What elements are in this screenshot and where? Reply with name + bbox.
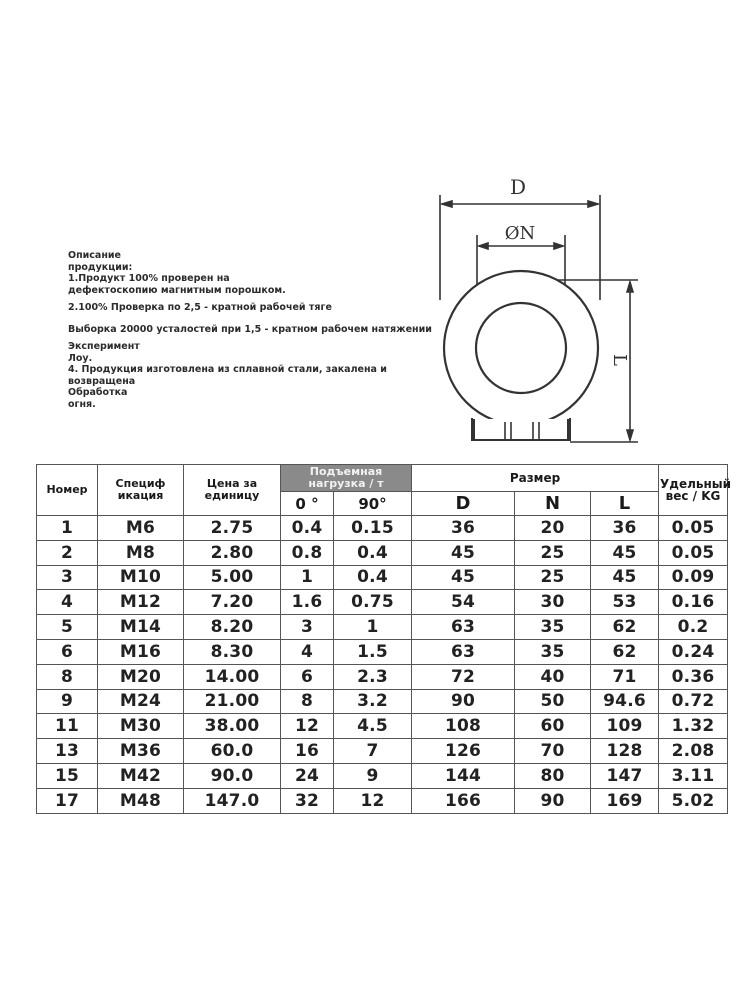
cell-load-0: 24	[281, 763, 334, 788]
cell-number: 4	[37, 590, 98, 615]
cell-load-90: 0.15	[334, 516, 412, 541]
cell-size-d: 144	[412, 763, 515, 788]
header-spec: Специф икация	[98, 465, 184, 516]
cell-price: 14.00	[184, 664, 281, 689]
cell-price: 8.20	[184, 615, 281, 640]
table-row	[37, 689, 728, 714]
cell-size-d: 36	[412, 516, 515, 541]
cell-spec: M14	[98, 615, 184, 640]
description-line: возвращена	[68, 375, 136, 387]
header-load: Подъемная нагрузка / т	[281, 465, 412, 492]
cell-weight: 0.05	[659, 540, 728, 565]
cell-load-90: 1.5	[334, 639, 412, 664]
table-row	[37, 639, 728, 664]
header-weight: Удельный вес / KG	[659, 465, 728, 516]
n-arrow-right	[554, 243, 563, 249]
l-arrow-top	[627, 282, 633, 292]
cell-load-0: 6	[281, 664, 334, 689]
table-body	[37, 516, 728, 814]
table-header-row	[37, 465, 728, 492]
cell-spec: M30	[98, 714, 184, 739]
cell-load-90: 9	[334, 763, 412, 788]
spec-table	[36, 464, 732, 814]
header-price: Цена за единицу	[184, 465, 281, 516]
cell-size-n: 80	[515, 763, 591, 788]
cell-price: 7.20	[184, 590, 281, 615]
cell-size-d: 45	[412, 540, 515, 565]
cell-size-l: 45	[591, 540, 659, 565]
cell-spec: M24	[98, 689, 184, 714]
cell-weight: 1.32	[659, 714, 728, 739]
table-row	[37, 540, 728, 565]
cell-load-0: 0.4	[281, 516, 334, 541]
cell-number: 8	[37, 664, 98, 689]
cell-weight: 0.2	[659, 615, 728, 640]
description-line: Выборка 20000 усталостей при 1,5 - кратном рабочем натяжении	[68, 323, 432, 335]
header-load-90: 90°	[334, 492, 412, 516]
cell-price: 8.30	[184, 639, 281, 664]
cell-price: 60.0	[184, 739, 281, 764]
cell-weight: 0.05	[659, 516, 728, 541]
cell-load-0: 32	[281, 788, 334, 813]
description-line: Описание	[68, 250, 122, 261]
cell-weight: 0.72	[659, 689, 728, 714]
table-row	[37, 763, 728, 788]
cell-number: 6	[37, 639, 98, 664]
cell-size-d: 63	[412, 639, 515, 664]
label-l: L	[609, 354, 630, 366]
cell-size-n: 35	[515, 639, 591, 664]
header-number: Номер	[37, 465, 98, 516]
table-row	[37, 615, 728, 640]
table-row	[37, 664, 728, 689]
cell-size-l: 169	[591, 788, 659, 813]
table-row	[37, 714, 728, 739]
cell-size-l: 71	[591, 664, 659, 689]
table-row	[37, 516, 728, 541]
d-arrow-right	[588, 201, 598, 207]
cell-size-d: 126	[412, 739, 515, 764]
cell-size-n: 20	[515, 516, 591, 541]
cell-number: 1	[37, 516, 98, 541]
cell-weight: 0.09	[659, 565, 728, 590]
cell-price: 147.0	[184, 788, 281, 813]
cell-spec: M48	[98, 788, 184, 813]
cell-weight: 0.36	[659, 664, 728, 689]
description-line: Лоу.	[68, 352, 93, 364]
cell-price: 21.00	[184, 689, 281, 714]
cell-spec: M6	[98, 516, 184, 541]
cell-price: 2.75	[184, 516, 281, 541]
description-line: 2.100% Проверка по 2,5 - кратной рабочей тяге	[68, 302, 332, 313]
cell-size-d: 63	[412, 615, 515, 640]
eye-nut-drawing	[420, 160, 650, 450]
cell-spec: M36	[98, 739, 184, 764]
cell-load-0: 1	[281, 565, 334, 590]
cell-load-90: 0.4	[334, 565, 412, 590]
cell-number: 13	[37, 739, 98, 764]
cell-price: 90.0	[184, 763, 281, 788]
cell-size-n: 70	[515, 739, 591, 764]
cell-size-l: 94.6	[591, 689, 659, 714]
cell-load-0: 0.8	[281, 540, 334, 565]
cell-weight: 0.16	[659, 590, 728, 615]
cell-weight: 2.08	[659, 739, 728, 764]
cell-weight: 3.11	[659, 763, 728, 788]
l-arrow-bottom	[627, 430, 633, 440]
table-row	[37, 788, 728, 813]
cell-load-0: 8	[281, 689, 334, 714]
description-line: дефектоскопию магнитным порошком.	[68, 284, 286, 296]
cell-size-d: 166	[412, 788, 515, 813]
cell-size-n: 50	[515, 689, 591, 714]
cell-number: 17	[37, 788, 98, 813]
label-n: ØN	[504, 223, 536, 244]
cell-size-n: 25	[515, 540, 591, 565]
cell-load-0: 1.6	[281, 590, 334, 615]
table-row	[37, 565, 728, 590]
cell-price: 2.80	[184, 540, 281, 565]
label-d: D	[509, 175, 527, 199]
cell-size-l: 62	[591, 615, 659, 640]
cell-size-l: 53	[591, 590, 659, 615]
cell-spec: M20	[98, 664, 184, 689]
cell-load-0: 12	[281, 714, 334, 739]
cell-spec: M42	[98, 763, 184, 788]
table-row	[37, 590, 728, 615]
cell-load-90: 12	[334, 788, 412, 813]
product-description	[68, 250, 432, 410]
cell-price: 38.00	[184, 714, 281, 739]
d-arrow-left	[442, 201, 452, 207]
inner-hole	[476, 303, 566, 393]
cell-number: 15	[37, 763, 98, 788]
cell-size-n: 40	[515, 664, 591, 689]
header-size-l: L	[591, 492, 659, 516]
description-line: продукции:	[68, 261, 133, 273]
description-line: огня.	[68, 398, 96, 410]
cell-weight: 5.02	[659, 788, 728, 813]
cell-weight: 0.24	[659, 639, 728, 664]
cell-load-90: 0.4	[334, 540, 412, 565]
cell-size-n: 35	[515, 615, 591, 640]
header-size: Размер	[412, 465, 659, 492]
cell-load-90: 0.75	[334, 590, 412, 615]
header-size-d: D	[412, 492, 515, 516]
cell-size-d: 108	[412, 714, 515, 739]
cell-size-n: 90	[515, 788, 591, 813]
description-line: 1.Продукт 100% проверен на	[68, 273, 230, 284]
cell-load-90: 2.3	[334, 664, 412, 689]
cell-spec: M8	[98, 540, 184, 565]
cell-size-l: 62	[591, 639, 659, 664]
cell-load-0: 3	[281, 615, 334, 640]
cell-size-l: 147	[591, 763, 659, 788]
description-line: Эксперимент	[68, 341, 140, 352]
cell-size-l: 128	[591, 739, 659, 764]
cell-size-l: 36	[591, 516, 659, 541]
cell-number: 5	[37, 615, 98, 640]
cell-number: 11	[37, 714, 98, 739]
description-line: Обработка	[68, 387, 128, 398]
cell-load-0: 16	[281, 739, 334, 764]
cell-size-d: 45	[412, 565, 515, 590]
header-size-n: N	[515, 492, 591, 516]
cell-size-l: 45	[591, 565, 659, 590]
cell-size-d: 72	[412, 664, 515, 689]
cell-number: 3	[37, 565, 98, 590]
cell-number: 9	[37, 689, 98, 714]
table-row	[37, 739, 728, 764]
cell-size-n: 25	[515, 565, 591, 590]
cell-size-d: 54	[412, 590, 515, 615]
description-line: 4. Продукция изготовлена из сплавной стали, закалена и	[68, 364, 387, 375]
cell-load-90: 4.5	[334, 714, 412, 739]
n-arrow-left	[479, 243, 488, 249]
cell-price: 5.00	[184, 565, 281, 590]
cell-size-n: 30	[515, 590, 591, 615]
cell-load-90: 3.2	[334, 689, 412, 714]
cell-size-d: 90	[412, 689, 515, 714]
cell-load-90: 7	[334, 739, 412, 764]
header-load-0: 0 °	[281, 492, 334, 516]
cell-spec: M12	[98, 590, 184, 615]
cell-load-0: 4	[281, 639, 334, 664]
cell-spec: M16	[98, 639, 184, 664]
cell-size-l: 109	[591, 714, 659, 739]
cell-number: 2	[37, 540, 98, 565]
cell-spec: M10	[98, 565, 184, 590]
cell-size-n: 60	[515, 714, 591, 739]
cell-load-90: 1	[334, 615, 412, 640]
